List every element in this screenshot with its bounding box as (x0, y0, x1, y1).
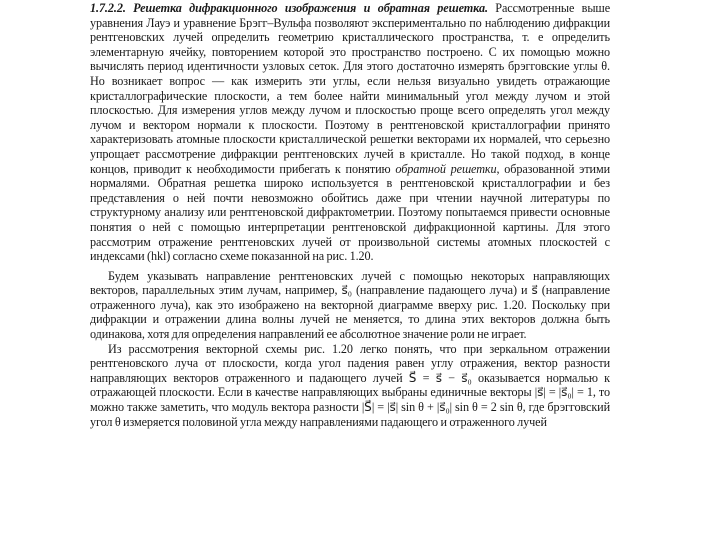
paragraph-3: Из рассмотрения векторной схемы рис. 1.20 легко понять, что при зеркальном отражении рентгеновского луча от плоскости, когда угол падения равен углу отражения, вектор разности направляющих векторов отраженного и падающего лучей S⃗ = s⃗ − s⃗₀ оказывается нормалью к отражающей плоскости. Если в качестве направляющих выбраны единичные векторы |s⃗| = |s⃗₀| = 1, то можно также заметить, что модуль вектора разности |S⃗| = |s⃗| sin θ + |s⃗₀| sin θ = 2 sin θ, где брэгговский угол θ измеряется половиной угла между направлениями падающего и отраженного лучей (90, 341, 610, 429)
document-page (90, 0, 610, 540)
paragraph-1 (90, 1, 610, 264)
paragraph-1-tail: , образованной этими нормалями. Обратная решетка широко используется в рентгеновской кристаллографии и без представления о ней почти невозможно обойтись даже при чтении научной литературы по структурному анализу или рентгеновской дифрактометрии. Поэтому попытаемся привести основные понятия о ней с помощью интерпретации рентгеновской дифракционной картины. Для этого рассмотрим отражение рентгеновских лучей от произвольной системы атомных плоскостей с индексами (hkl) согласно схеме показанной на рис. 1.20. (90, 161, 610, 264)
paragraph-1-text: Рассмотренные выше уравнения Лауэ и уравнение Брэгг–Вульфа позволяют экспериментально по наблюдению дифракции рентгеновских лучей определить геометрию кристаллического пространства, т. е определить элементарную ячейку, повторением которой это пространство построено. С их помощью можно вычислять период идентичности узловых сеток. Для этого достаточно измерять брэгговские углы θ. Но возникает вопрос — как измерить эти углы, если нельзя визуально увидеть отражающие кристаллографические плоскости, а тем более найти минимальный угол между лучом и этой плоскостью. Для измерения углов между лучом и плоскостью проще всего определять угол между лучом и вектором нормали к плоскости. Поэтому в рентгеновской кристаллографии принято характеризовать атомные плоскости кристаллической решетки векторами их нормалей, что серьезно упрощает рассмотрение дифракции рентгеновских лучей в кристалле. Но такой подход, в конце концов, приводит к необходимости прибегать к понятию (90, 1, 610, 176)
term-reciprocal-lattice: обратной решетки (395, 161, 497, 176)
section-heading: 1.7.2.2. Решетка дифракционного изображения и обратная решетка. (90, 1, 488, 15)
paragraph-2: Будем указывать направление рентгеновских лучей с помощью некоторых направляющих векторов, параллельных этим лучам, например, s⃗₀ (направление падающего луча) и s⃗ (направление отраженного луча), как это изображено на векторной диаграмме вверху рис. 1.20. Поскольку при дифракции и отражении длина волны лучей не меняется, то длина этих векторов должна быть одинакова, хотя для определения направлений ее абсолютное значение роли не играет. (90, 268, 610, 342)
